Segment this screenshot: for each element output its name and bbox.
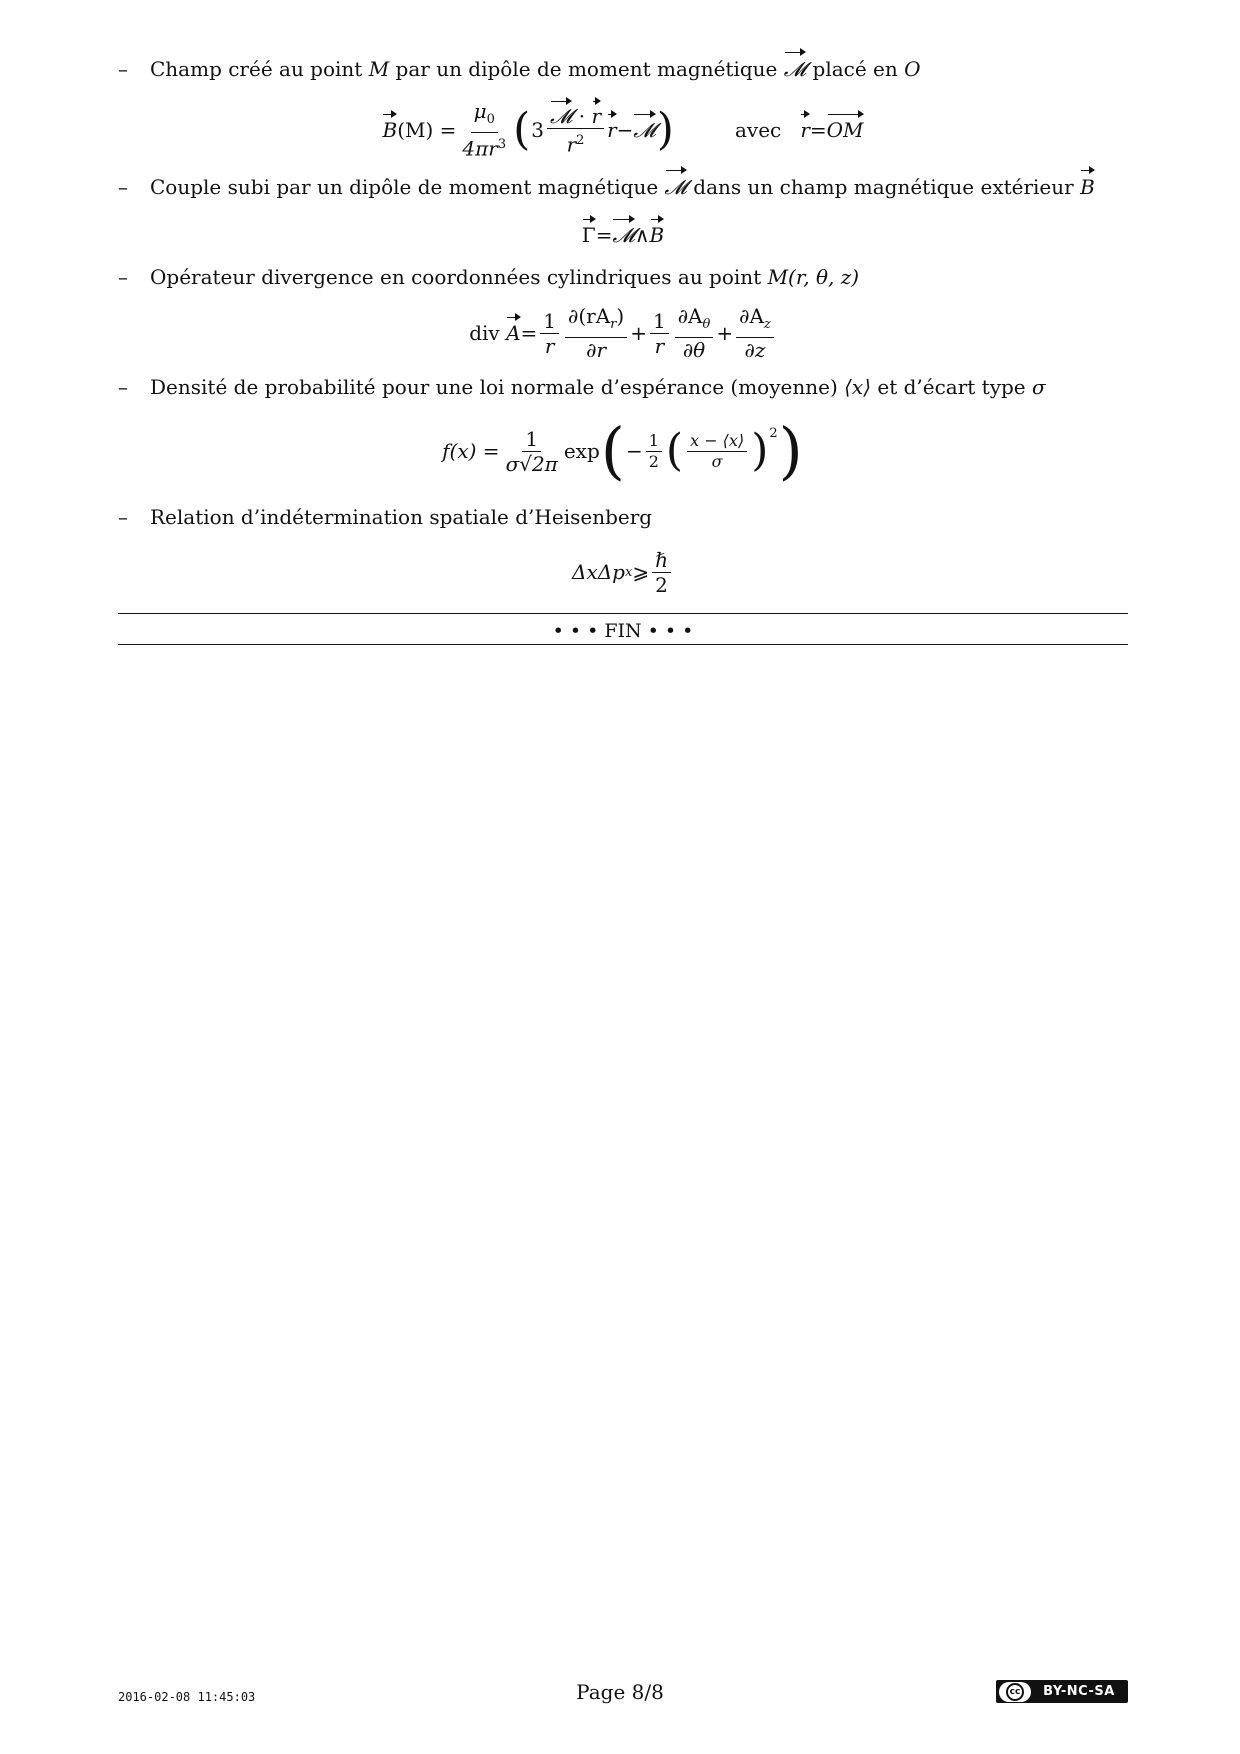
fin-marker: • • • FIN • • •	[552, 620, 694, 642]
footer-page-number: Page 8/8	[576, 1680, 664, 1704]
equation-normal-density: f(x) = $\frac{1}{\sigma√2\pi}$ exp ( − $\frac{1}{2}$ ( $\frac{x - ⟨x⟩}{\sigma}$ ) $^2$ )	[442, 414, 803, 487]
bullet-text: Densité de probabilité pour une loi normale d’espérance (moyenne) ⟨x⟩ et d’écart type σ	[150, 375, 1046, 399]
bullet-dash: –	[118, 375, 128, 399]
coef-fraction: $\frac{\mu_0}{4\pi r^3}$	[462, 99, 507, 161]
bullet-dash: –	[118, 57, 128, 81]
license-label: BY-NC-SA	[1043, 1684, 1115, 1699]
equation-dipole-field: B (M) = $\frac{\mu_0}{4\pi r^3}$ ( 3 $\frac{\text{𝓜 · r}}{r^2}$ r − 𝓜 ) avec r = OM	[382, 99, 864, 161]
bullet-dash: –	[118, 175, 128, 199]
license-badge[interactable]	[996, 1680, 1128, 1703]
equation-heisenberg: ΔxΔp x ⩾ $\frac{\text{ℏ}}{2}$	[118, 544, 1128, 600]
footer-timestamp: 2016-02-08 11:45:03	[118, 1690, 256, 1704]
bullet-text: Couple subi par un dipôle de moment magnétique 𝓜 dans un champ magnétique extérieur B	[150, 175, 1095, 199]
bullet-dash: –	[118, 505, 128, 529]
equation-divergence: div A = $\frac{1}{r}$ $\frac{\partial(rA_r)}{\partial r}$ + $\frac{1}{r}$ $\frac{\partial A_\theta}{\partial\theta}$ + $\frac{\partial A_z}{\partial z}$	[118, 306, 1128, 360]
bullet-text: Champ créé au point M par un dipôle de moment magnétique 𝓜 placé en O	[150, 57, 921, 81]
equation-torque: Γ = 𝓜 ∧ B	[581, 223, 665, 247]
inner-fraction: $\frac{\text{𝓜 · r}}{r^2}$	[547, 105, 604, 156]
fin-top-rule	[118, 613, 1128, 614]
bullet-text: Opérateur divergence en coordonnées cylindriques au point M(r, θ, z)	[150, 265, 860, 289]
cc-logo-icon: cc	[999, 1682, 1031, 1702]
avec-label: avec	[734, 118, 782, 142]
bullet-dash: –	[118, 265, 128, 289]
fin-bottom-rule	[118, 644, 1128, 645]
bullet-text: Relation d’indétermination spatiale d’Heisenberg	[150, 505, 653, 529]
